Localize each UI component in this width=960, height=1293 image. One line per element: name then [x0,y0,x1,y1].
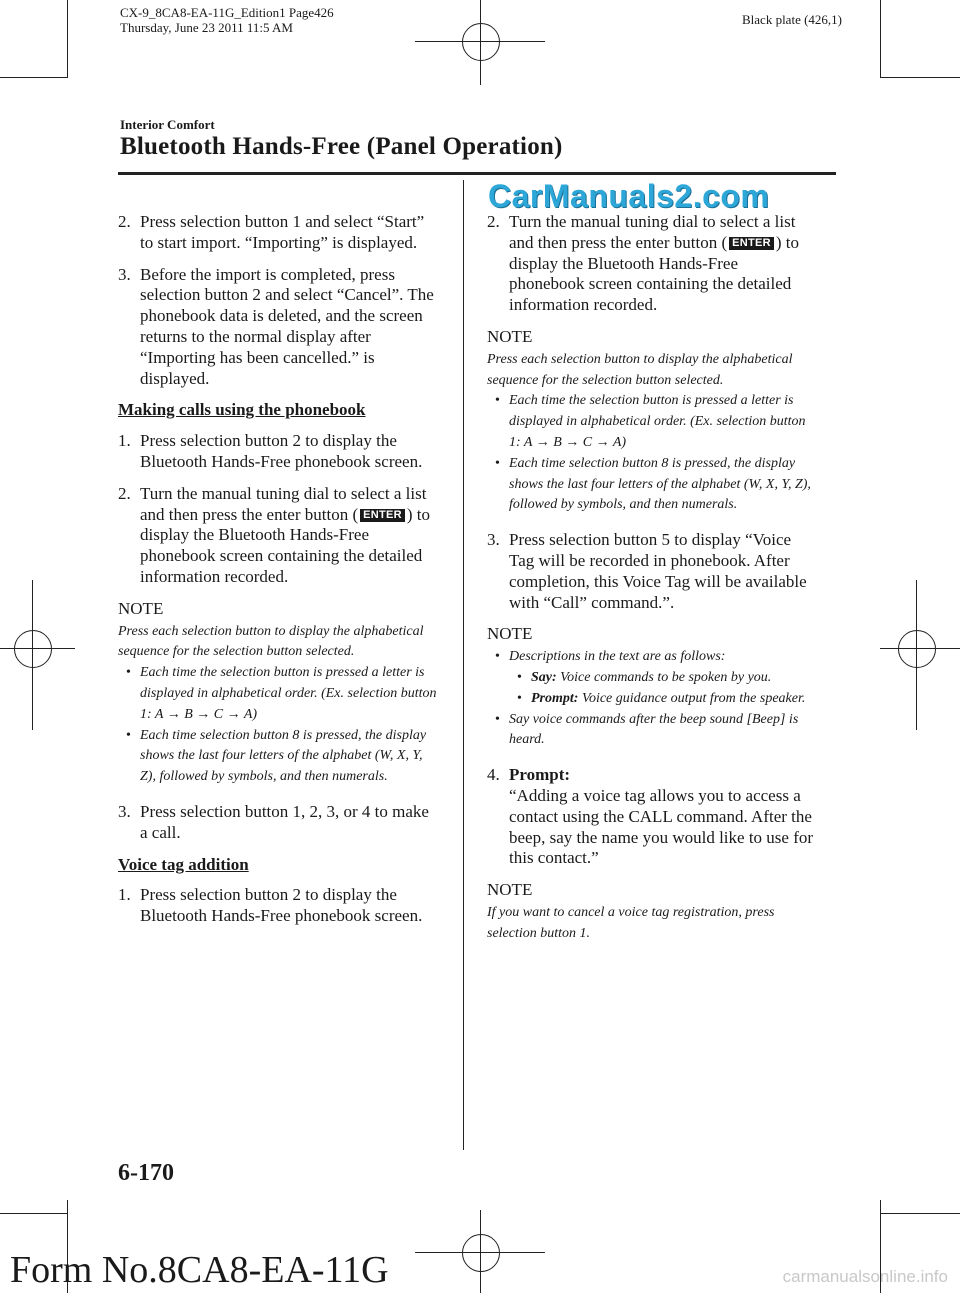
note-heading: NOTE [487,326,533,346]
watermark-logo: CarManuals2.com [488,178,770,214]
form-number: Form No.8CA8-EA-11G [10,1249,389,1291]
note-heading: NOTE [487,624,533,644]
note-text: Press each selection button to display the alphabetical sequence for the selection button selected. [487,351,793,388]
list-item: 3. Press selection button 1, 2, 3, or 4 to make a call. [118,801,429,842]
left-column [118,212,440,938]
title-rule [118,172,836,175]
list-item: 4. Prompt: “Adding a voice tag allows you to access a contact using the CALL command. After the beep, say the name you would like to use for this contact.” [487,765,814,868]
list-item: 2. Turn the manual tuning dial to select a list and then press the enter button ( ENTER ) to display the Bluetooth Hands-Free phonebook screen containing the detailed information recorded. [118,483,431,586]
right-column [487,212,817,945]
note-bullet: • Each time the selection button is pressed a letter is displayed in alphabetical order. (Ex. selection button 1: A → B → C → A) [487,391,817,453]
site-watermark: carmanualsonline.info [782,1267,948,1286]
enter-button-icon: ENTER [360,509,405,522]
subheading-phonebook: Making calls using the phonebook [118,400,366,420]
note-bullet: • Each time selection button 8 is pressed, the display shows the last four letters of the alphabet (W, X, Y, Z), followed by symbols, and then numerals. [118,726,440,788]
list-item: 3. Before the import is completed, press selection button 2 and select “Cancel”. The phonebook data is deleted, and the screen returns to the normal display after “Importing has been cancelled.” is displayed. [118,264,434,388]
list-item: 1. Press selection button 2 to display the Bluetooth Hands-Free phonebook screen. [118,431,423,471]
list-item: 2. Turn the manual tuning dial to select a list and then press the enter button ( ENTER ) to display the Bluetooth Hands-Free phonebook screen containing the detailed information recorded. [487,212,800,315]
note-bullet: • Each time selection button 8 is pressed, the display shows the last four letters of the alphabet (W, X, Y, Z), followed by symbols, and then numerals. [487,454,817,516]
enter-button-icon: ENTER [729,237,774,250]
note-bullet: • Descriptions in the text are as follows: [487,647,817,668]
section-label: Interior Comfort [120,117,215,132]
page-number: 6-170 [118,1160,174,1186]
black-plate: Black plate (426,1) [742,12,842,27]
note-heading: NOTE [487,880,533,900]
note-bullet: • Say voice commands after the beep sound [Beep] is heard. [487,710,817,752]
plate-file-line: CX-9_8CA8-EA-11G_Edition1 Page426 [120,5,334,20]
page-title: Bluetooth Hands-Free (Panel Operation) [120,133,563,160]
note-text: Press each selection button to display the alphabetical sequence for the selection button selected. [118,623,424,660]
list-item: 2. Press selection button 1 and select “Start” to start import. “Importing” is displayed. [118,212,425,252]
plate-info [120,5,334,35]
plate-date-line: Thursday, June 23 2011 11:5 AM [120,20,293,35]
list-item: 1. Press selection button 2 to display the Bluetooth Hands-Free phonebook screen. [118,885,423,926]
note-text: If you want to cancel a voice tag registration, press selection button 1. [487,904,775,941]
note-sub-bullet: • Say: Voice commands to be spoken by you. [487,668,817,689]
subheading-voice-tag: Voice tag addition [118,854,249,874]
note-sub-bullet: • Prompt: Voice guidance output from the speaker. [487,689,817,710]
note-heading: NOTE [118,598,164,618]
note-bullet: • Each time the selection button is pressed a letter is displayed in alphabetical order. (Ex. selection button 1: A → B → C → A) [118,663,440,725]
column-divider [463,180,464,1150]
list-item: 3. Press selection button 5 to display “Voice Tag will be recorded in phonebook. After completion, this Voice Tag will be available with “Call” command.”. [487,530,807,612]
